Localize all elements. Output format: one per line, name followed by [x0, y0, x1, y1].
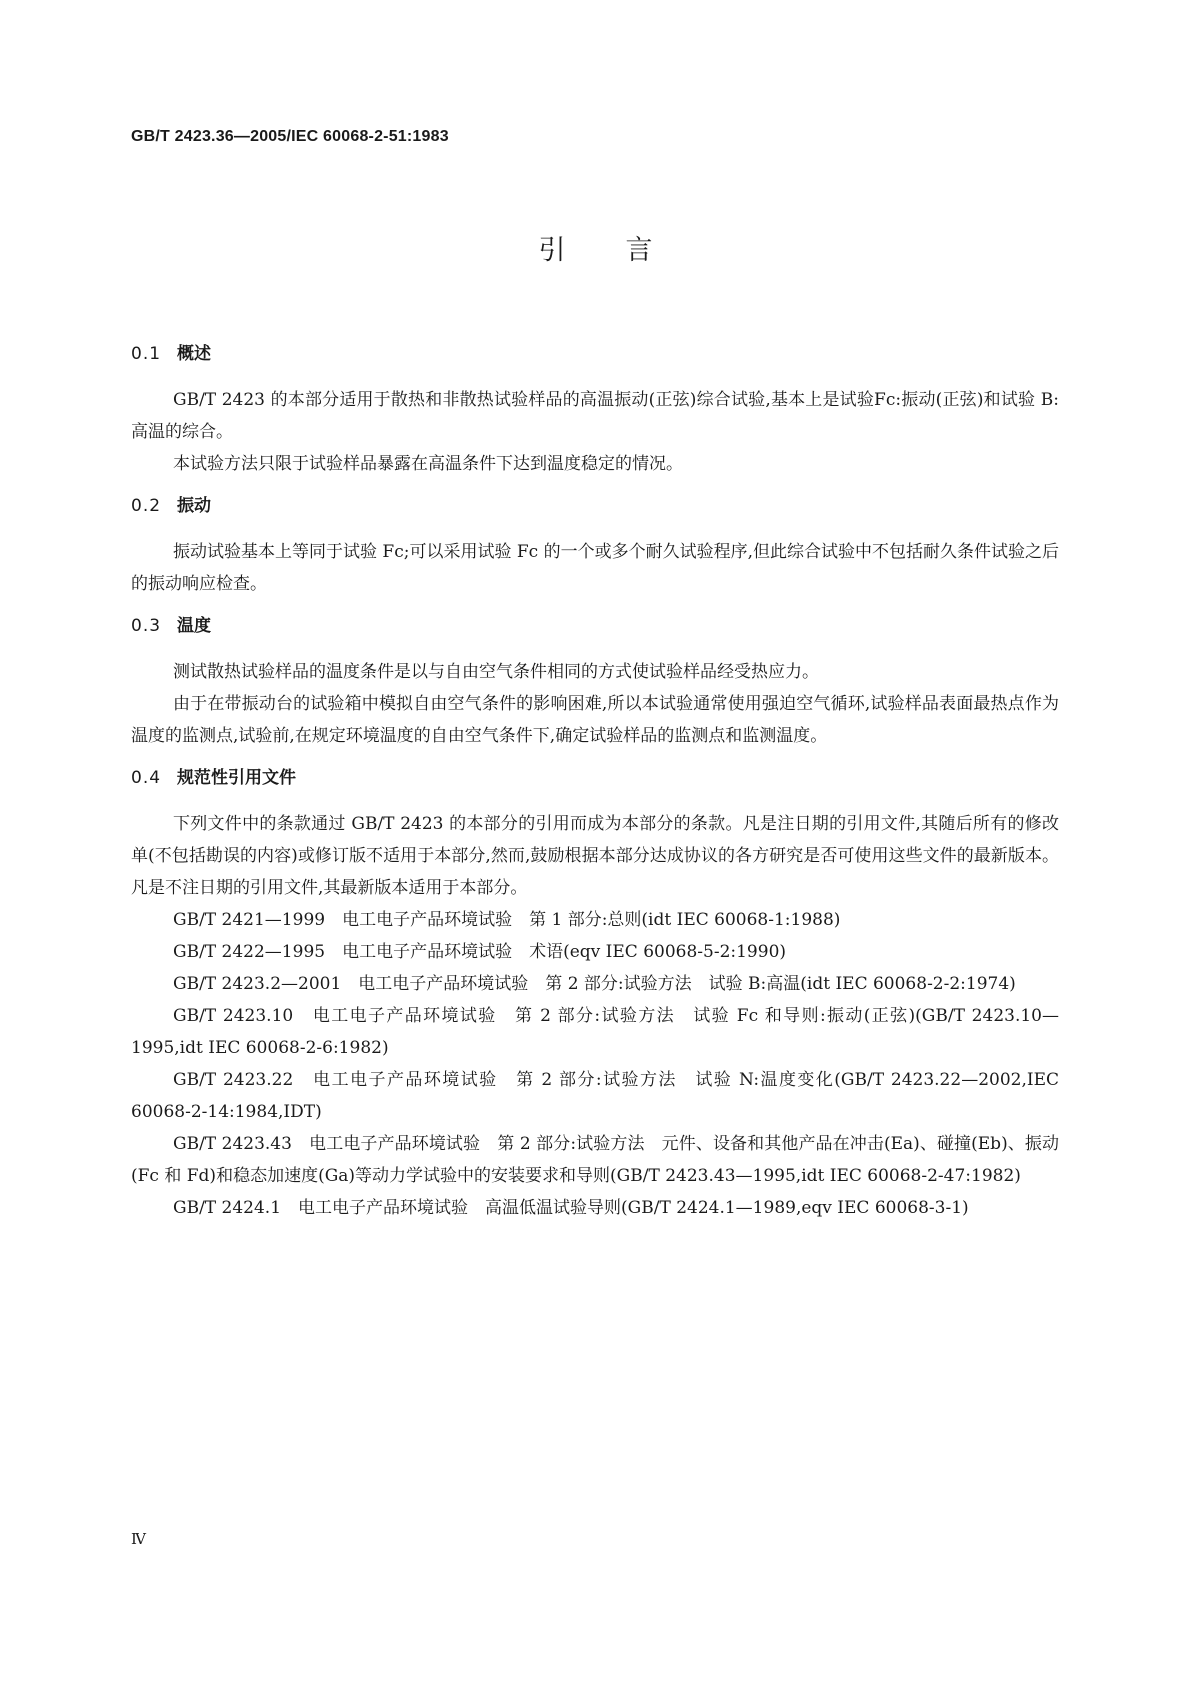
paragraph: 下列文件中的条款通过 GB/T 2423 的本部分的引用而成为本部分的条款。凡是注日期的引用文件,其随后所有的修改单(不包括勘误的内容)或修订版不适用于本部分,然而,鼓励根据本部分达成协议的各方研究是否可使用这些文件的最新版本。凡是不注日期的引用文件,其最新版本适用于本部分。 — [131, 814, 1059, 898]
reference-item: GB/T 2423.22 电工电子产品环境试验 第 2 部分:试验方法 试验 N:温度变化(GB/T 2423.22—2002,IEC 60068-2-14:1984,IDT) — [131, 1070, 1059, 1122]
reference-item: GB/T 2421—1999 电工电子产品环境试验 第 1 部分:总则(idt IEC 60068-1:1988) — [173, 910, 841, 930]
section-title: 规范性引用文件 — [177, 768, 296, 788]
section-vibration — [131, 492, 1059, 600]
paragraph: 振动试验基本上等同于试验 Fc;可以采用试验 Fc 的一个或多个耐久试验程序,但此综合试验中不包括耐久条件试验之后的振动响应检查。 — [131, 542, 1059, 594]
section-overview — [131, 340, 1059, 480]
section-heading — [131, 340, 1059, 368]
paragraph: 本试验方法只限于试验样品暴露在高温条件下达到温度稳定的情况。 — [173, 454, 683, 474]
section-number: 0.3 — [131, 616, 162, 636]
section-heading — [131, 764, 1059, 792]
section-number: 0.4 — [131, 768, 162, 788]
reference-item: GB/T 2423.10 电工电子产品环境试验 第 2 部分:试验方法 试验 Fc 和导则:振动(正弦)(GB/T 2423.10—1995,idt IEC 60068-2-6:1982) — [131, 1006, 1059, 1058]
document-body — [131, 340, 1059, 1224]
section-title: 温度 — [177, 616, 211, 636]
section-title: 概述 — [177, 344, 211, 364]
paragraph: GB/T 2423 的本部分适用于散热和非散热试验样品的高温振动(正弦)综合试验,基本上是试验Fc:振动(正弦)和试验 B:高温的综合。 — [131, 390, 1059, 442]
standard-number: GB/T 2423.36—2005/IEC 60068-2-51:1983 — [131, 128, 449, 145]
paragraph: 由于在带振动台的试验箱中模拟自由空气条件的影响困难,所以本试验通常使用强迫空气循环,试验样品表面最热点作为温度的监测点,试验前,在规定环境温度的自由空气条件下,确定试验样品的监测点和监测温度。 — [131, 694, 1059, 746]
section-normative-references — [131, 764, 1059, 1224]
section-heading — [131, 612, 1059, 640]
section-title: 振动 — [177, 496, 211, 516]
paragraph: 测试散热试验样品的温度条件是以与自由空气条件相同的方式使试验样品经受热应力。 — [173, 662, 819, 682]
page-number: Ⅳ — [131, 1530, 146, 1548]
section-heading — [131, 492, 1059, 520]
reference-item: GB/T 2424.1 电工电子产品环境试验 高温低温试验导则(GB/T 2424.1—1989,eqv IEC 60068-3-1) — [173, 1198, 969, 1218]
reference-item: GB/T 2423.2—2001 电工电子产品环境试验 第 2 部分:试验方法 试验 B:高温(idt IEC 60068-2-2:1974) — [173, 974, 1016, 994]
reference-item: GB/T 2422—1995 电工电子产品环境试验 术语(eqv IEC 60068-5-2:1990) — [173, 942, 787, 962]
page-title: 引言 — [538, 235, 713, 266]
section-number: 0.1 — [131, 344, 162, 364]
section-number: 0.2 — [131, 496, 162, 516]
reference-item: GB/T 2423.43 电工电子产品环境试验 第 2 部分:试验方法 元件、设备和其他产品在冲击(Ea)、碰撞(Eb)、振动(Fc 和 Fd)和稳态加速度(Ga)等动力学试验中的安装要求和导则(GB/T 2423.43—1995,idt IEC 60068-2-47:1982) — [131, 1134, 1059, 1186]
section-temperature — [131, 612, 1059, 752]
